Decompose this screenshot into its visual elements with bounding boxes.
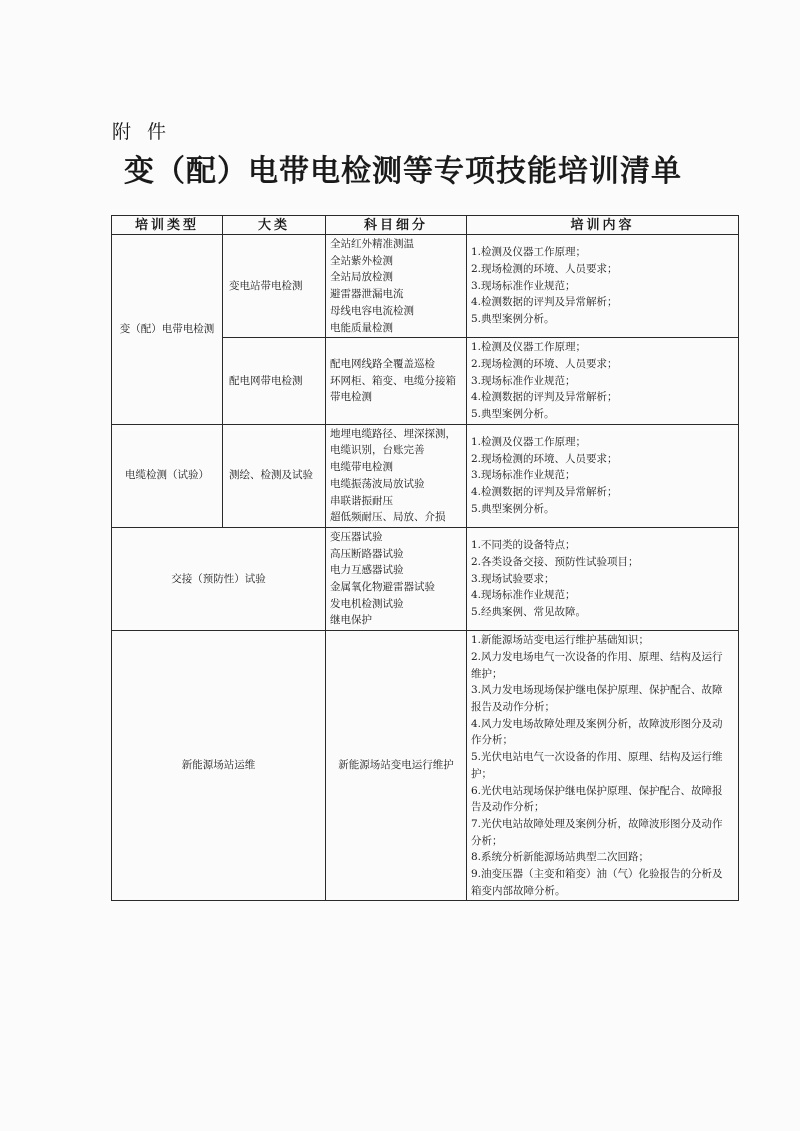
content-item: 5.光伏电站电气一次设备的作用、原理、结构及运行维 xyxy=(471,751,723,764)
content-item: 作分析； xyxy=(471,734,513,747)
table-header-row xyxy=(112,216,739,235)
subject-item: 金属氧化物避雷器试验 xyxy=(330,581,435,594)
content-item: 3.风力发电场现场保护继电保护原理、保护配合、故障 xyxy=(471,684,723,697)
subject-item: 新能源场站变电运行维护 xyxy=(338,759,454,772)
document-title: 变（配）电带电检测等专项技能培训清单 xyxy=(124,154,682,189)
content-item: 4.检测数据的评判及异常解析； xyxy=(471,296,618,309)
training-table xyxy=(111,215,739,901)
content-item: 5.经典案例、常见故障。 xyxy=(471,606,587,619)
subject-item: 超低频耐压、局放、介损 xyxy=(330,511,446,524)
subject-item: 电力互感器试验 xyxy=(330,564,404,577)
subject-item: 发电机检测试验 xyxy=(330,597,404,610)
column-header: 科目细分 xyxy=(326,216,467,235)
subject-item: 电缆带电检测 xyxy=(330,461,393,474)
subject-item: 环网柜、箱变、电缆分接箱 xyxy=(330,374,456,387)
subject-item: 电能质量检测 xyxy=(330,321,393,334)
subjects-cell xyxy=(326,424,467,527)
training-type-cell xyxy=(112,527,326,630)
training-type-cell xyxy=(112,631,326,901)
content-item: 箱变内部故障分析。 xyxy=(471,884,566,897)
subject-item: 串联谐振耐压 xyxy=(330,494,393,507)
content-item: 分析； xyxy=(471,834,503,847)
content-item: 2.风力发电场电气一次设备的作用、原理、结构及运行 xyxy=(471,650,723,663)
subject-item: 变压器试验 xyxy=(330,530,383,543)
training-type: 新能源场站运维 xyxy=(181,759,256,772)
subject-item: 带电检测 xyxy=(330,391,372,404)
content-item: 1.检测及仪器工作原理； xyxy=(471,341,587,354)
training-type: 交接（预防性）试验 xyxy=(171,572,266,585)
training-type-cell xyxy=(112,424,223,527)
subjects-cell xyxy=(326,527,467,630)
training-type: 电缆检测（试验） xyxy=(125,469,209,482)
category: 测绘、检测及试验 xyxy=(229,469,313,482)
subject-item: 电缆振荡波局放试验 xyxy=(330,477,425,490)
content-cell xyxy=(467,527,739,630)
content-item: 1.新能源场站变电运行维护基础知识； xyxy=(471,634,650,647)
content-item: 4.检测数据的评判及异常解析； xyxy=(471,486,618,499)
content-item: 5.典型案例分析。 xyxy=(471,408,555,421)
content-item: 5.典型案例分析。 xyxy=(471,502,555,515)
category-cell xyxy=(223,424,326,527)
content-item: 9.油变压器（主变和箱变）油（气）化验报告的分析及 xyxy=(471,868,723,881)
content-item: 3.现场标准作业规范； xyxy=(471,469,576,482)
content-item: 3.现场标准作业规范； xyxy=(471,279,576,292)
subject-item: 避雷器泄漏电流 xyxy=(330,288,404,301)
content-cell xyxy=(467,631,739,901)
content-cell xyxy=(467,338,739,425)
column-header: 培训类型 xyxy=(112,216,223,235)
content-item: 3.现场标准作业规范； xyxy=(471,374,576,387)
content-item: 4.风力发电场故障处理及案例分析，故障波形图分及动 xyxy=(471,717,723,730)
subjects-cell xyxy=(326,338,467,425)
content-item: 2.现场检测的环境、人员要求； xyxy=(471,452,618,465)
content-item: 2.现场检测的环境、人员要求； xyxy=(471,263,618,276)
subject-item: 电缆识别，台账完善 xyxy=(330,444,425,457)
table-row xyxy=(112,631,739,901)
category: 变电站带电检测 xyxy=(229,279,303,292)
content-item: 告及动作分析； xyxy=(471,801,545,814)
subject-item: 继电保护 xyxy=(330,614,372,627)
training-type: 变（配）电带电检测 xyxy=(119,323,215,336)
subjects-cell xyxy=(326,631,467,901)
subject-item: 地埋电缆路径、埋深探测， xyxy=(330,427,456,440)
table-row xyxy=(112,527,739,630)
content-cell xyxy=(467,424,739,527)
subject-item: 高压断路器试验 xyxy=(330,547,404,560)
subject-item: 全站紫外检测 xyxy=(330,254,393,267)
category: 配电网带电检测 xyxy=(229,374,303,387)
content-item: 维护； xyxy=(471,667,503,680)
subject-item: 全站红外精准测温 xyxy=(330,238,414,250)
table-row xyxy=(112,235,739,338)
content-item: 6.光伏电站现场保护继电保护原理、保护配合、故障报 xyxy=(471,784,723,797)
content-item: 7.光伏电站故障处理及案例分析，故障波形图分及动作 xyxy=(471,817,723,830)
column-header: 培训内容 xyxy=(467,216,739,235)
content-item: 4.现场标准作业规范； xyxy=(471,589,576,602)
content-item: 1.检测及仪器工作原理； xyxy=(471,246,587,259)
content-item: 2.各类设备交接、预防性试验项目； xyxy=(471,556,639,568)
attachment-label: 附 件 xyxy=(112,121,172,143)
column-header: 大类 xyxy=(223,216,326,235)
content-item: 3.现场试验要求； xyxy=(471,572,555,585)
table-row xyxy=(112,424,739,527)
content-item: 报告及动作分析； xyxy=(471,700,555,713)
category-cell xyxy=(223,338,326,425)
content-item: 5.典型案例分析。 xyxy=(471,313,555,326)
subjects-cell xyxy=(326,235,467,338)
content-item: 8.系统分析新能源场站典型二次回路； xyxy=(471,851,650,864)
content-item: 4.检测数据的评判及异常解析； xyxy=(471,391,618,404)
content-item: 2.现场检测的环境、人员要求； xyxy=(471,357,618,370)
subject-item: 配电网线路全覆盖巡检 xyxy=(330,357,435,370)
subject-item: 母线电容电流检测 xyxy=(330,304,414,317)
content-cell xyxy=(467,235,739,338)
content-item: 1.不同类的设备特点； xyxy=(471,539,576,552)
content-item: 护； xyxy=(471,767,492,780)
training-type-cell xyxy=(112,235,223,425)
content-item: 1.检测及仪器工作原理； xyxy=(471,436,587,449)
category-cell xyxy=(223,235,326,338)
subject-item: 全站局放检测 xyxy=(330,271,393,284)
